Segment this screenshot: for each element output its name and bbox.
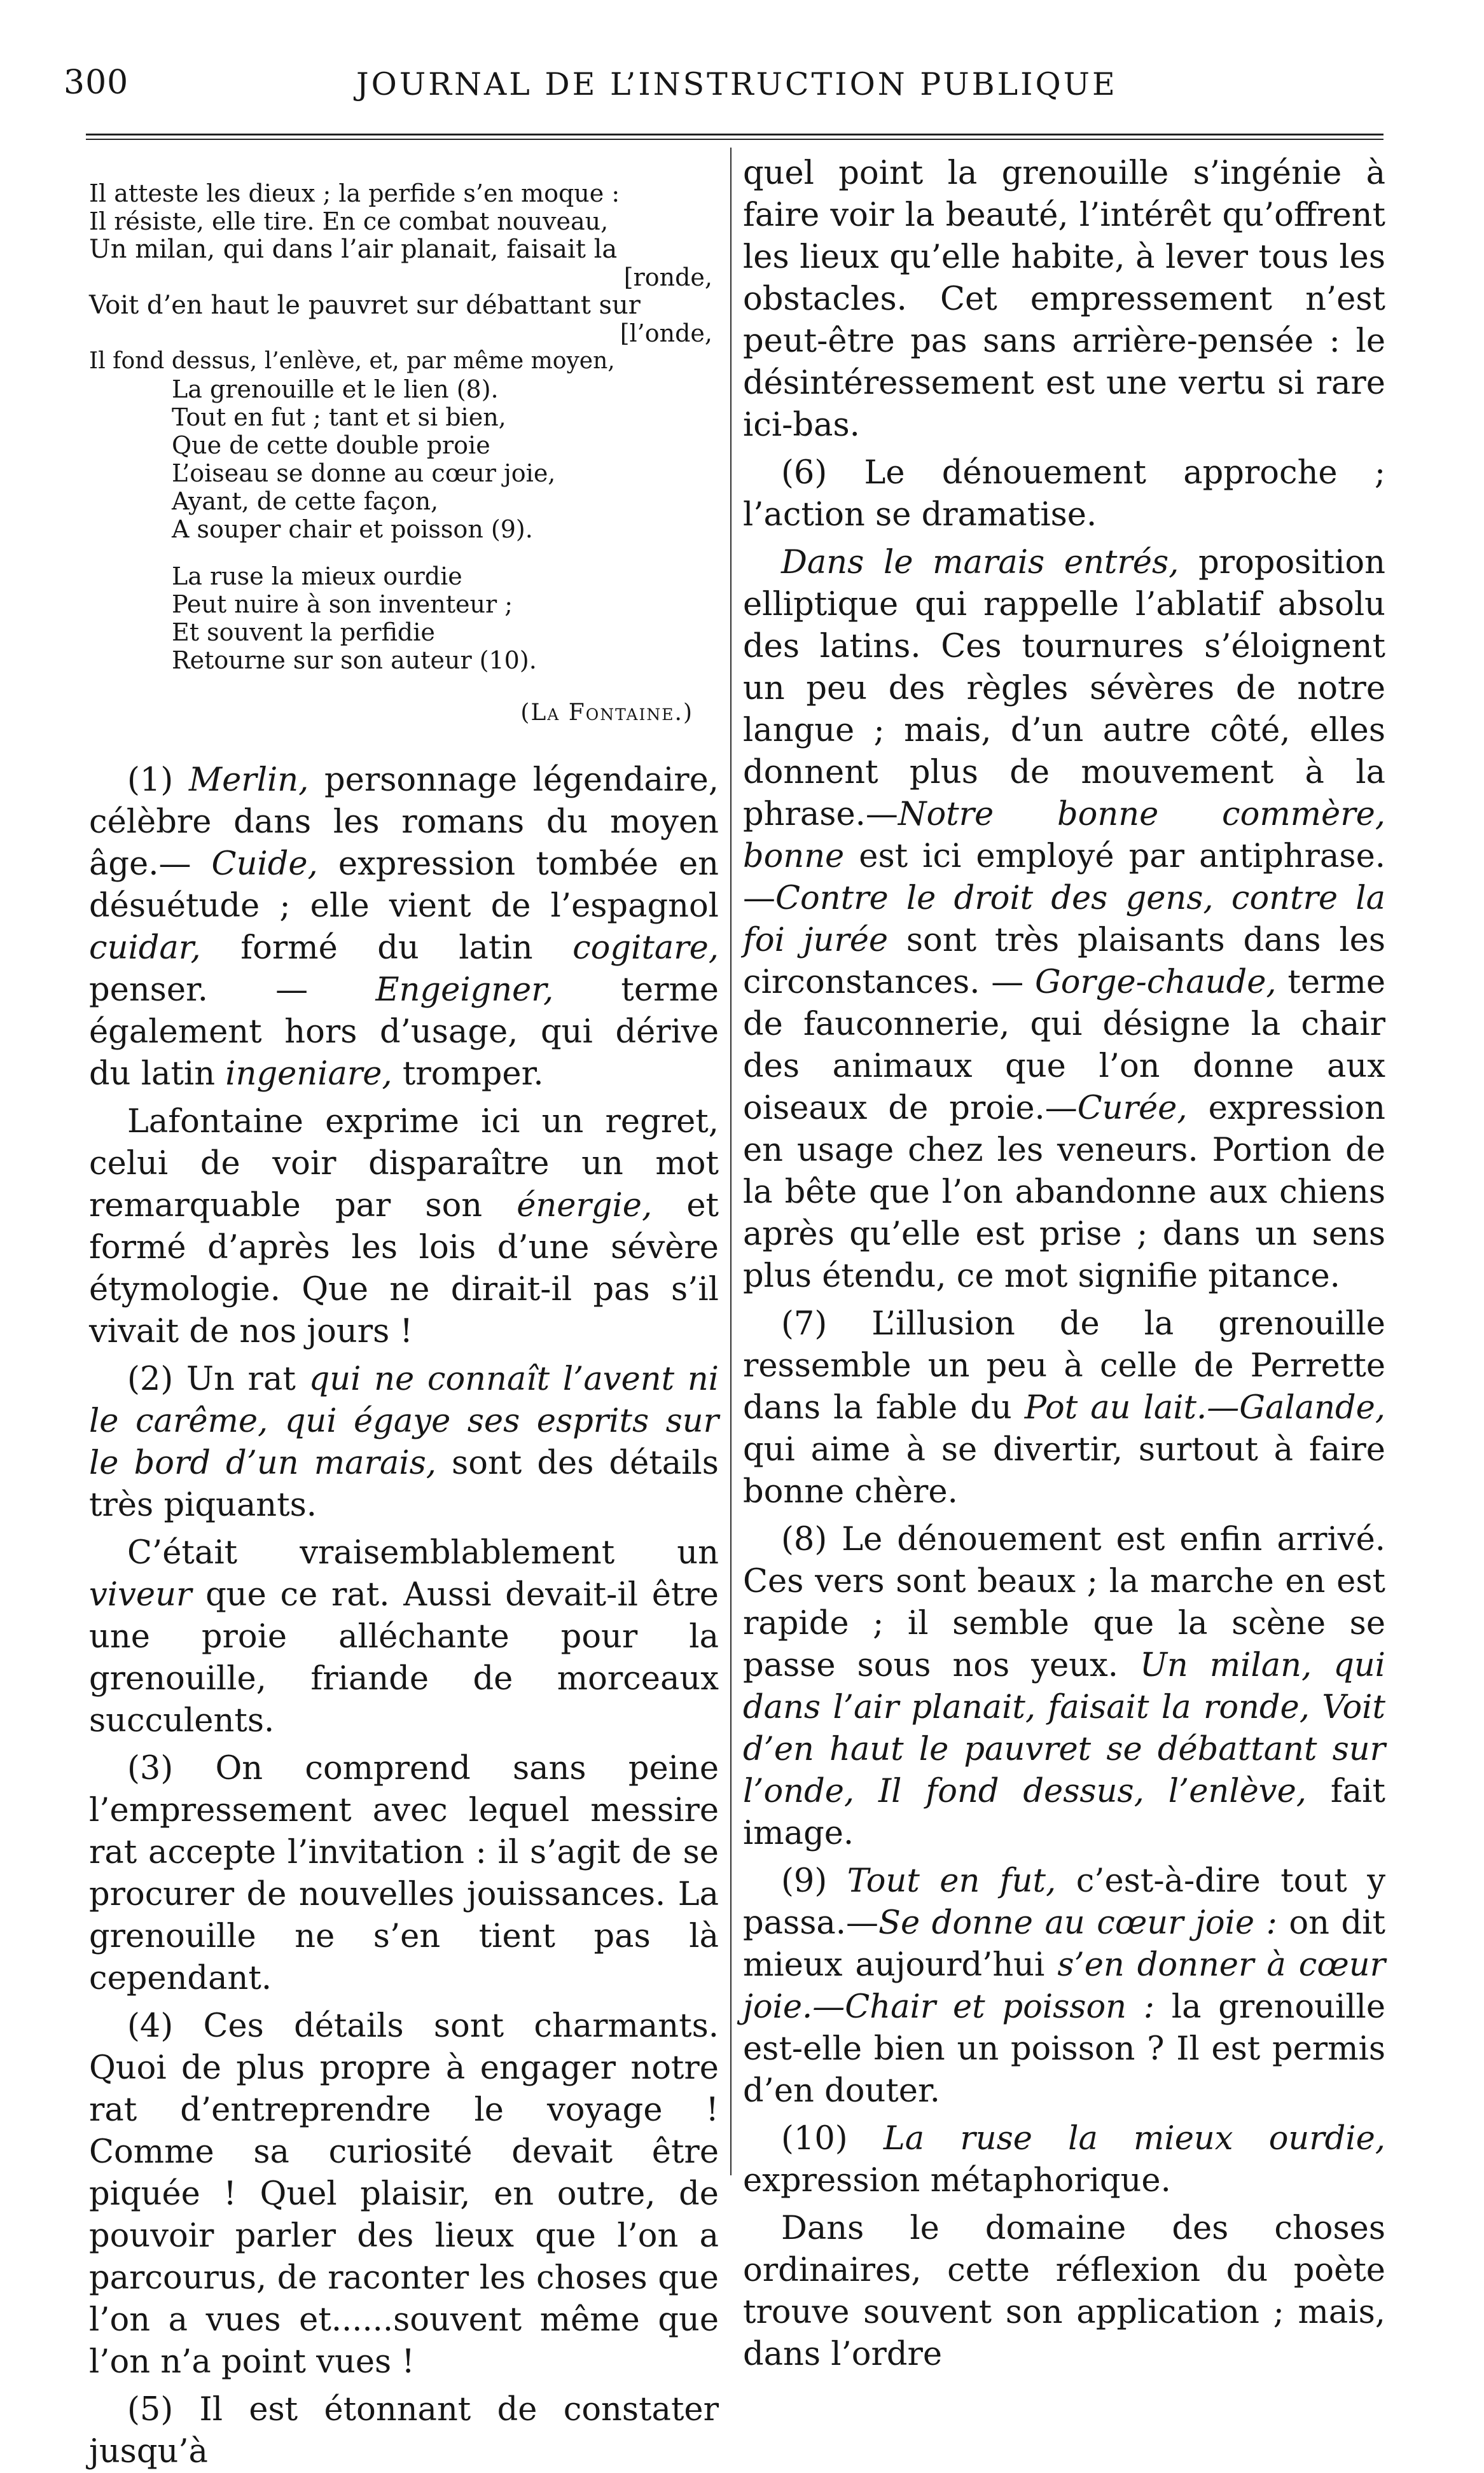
note-5: (5) Il est étonnant de constater jusqu’à	[89, 2391, 719, 2470]
verse-line: [ronde,	[623, 263, 712, 291]
stanza-gap	[89, 543, 719, 562]
verse-line: Que de cette double proie	[172, 431, 490, 459]
verse-line: [l’onde,	[620, 319, 712, 347]
verse-line: Un milan, qui dans l’air planait, faisait la	[89, 235, 618, 264]
paragraph: Lafontaine exprime ici un regret, celui de voir disparaître un mot remarquable par son énergie, et formé d’après les lois d’une sévère étymologie. Que ne dirait-il pas s’il vivait de nos jours !	[89, 1103, 719, 1350]
verse-line: L’oiseau se donne au cœur joie,	[172, 459, 556, 487]
note-3: (3) On comprend sans peine l’empressement avec lequel messire rat accepte l’invitation : il s’agit de se procurer de nouvelles jouissances. La grenouille ne s’en tient pas là cependant.	[89, 1750, 719, 1997]
verse-line: Ayant, de cette façon,	[172, 487, 439, 515]
note-6: (6) Le dénouement approche ; l’action se dramatise.	[743, 454, 1385, 534]
verse-line: Il atteste les dieux ; la perfide s’en moque :	[89, 179, 620, 207]
verse-line: Et souvent la perfidie	[172, 618, 435, 646]
verse-excerpt	[89, 179, 719, 674]
note-1: (1) Merlin, personnage légendaire, célèbre dans les romans du moyen âge.— Cuide, expression tombée en désuétude ; elle vient de l’espagnol cuidar, formé du latin cogitare, penser. — Engeigner, terme également hors d’usage, qui dérive du latin ingeniare, tromper.	[89, 761, 719, 1093]
note-9: (9) Tout en fut, c’est-à-dire tout y passa.—Se donne au cœur joie : on dit mieux aujourd’hui s’en donner à cœur joie.—Chair et poisson : la grenouille est-elle bien un poisson ? Il est permis d’en douter.	[743, 1862, 1386, 2110]
note-2: (2) Un rat qui ne connaît l’avent ni le carême, qui égaye ses esprits sur le bord d’un marais, sont des détails très piquants.	[89, 1361, 719, 1524]
page-number: 300	[64, 64, 129, 102]
verse-line: Retourne sur son auteur (10).	[172, 646, 537, 674]
verse-line: Voit d’en haut le pauvret sur débattant sur	[89, 291, 641, 320]
verse-line: Il résiste, elle tire. En ce combat nouveau,	[89, 207, 609, 235]
verse-line: Peut nuire à son inventeur ;	[172, 590, 513, 618]
verse-line: La ruse la mieux ourdie	[172, 562, 462, 590]
note-8: (8) Le dénouement est enfin arrivé. Ces vers sont beaux ; la marche en est rapide ; il semble que la scène se passe sous nos yeux. Un milan, qui dans l’air planait, faisait la ronde, Voit d’en haut le pauvret se débattant sur l’onde, Il fond dessus, l’enlève, fait image.	[743, 1521, 1385, 1852]
page-header	[0, 57, 1484, 121]
verse-line: Il fond dessus, l’enlève, et, par même moyen,	[89, 348, 615, 374]
note-7: (7) L’illusion de la grenouille ressemble un peu à celle de Perrette dans la fable du Pot au lait.—Galande, qui aime à se divertir, surtout à faire bonne chère.	[743, 1305, 1385, 1511]
note-5-continued: quel point la grenouille s’ingénie à faire voir la beauté, l’intérêt qu’offrent les lieux qu’elle habite, à lever tous les obstacles. Cet empressement n’est peut-être pas sans arrière-pensée : le désintéressement est une vertu si rare ici-bas.	[743, 155, 1385, 444]
verse-line: A souper chair et poisson (9).	[172, 515, 533, 543]
column-divider	[730, 148, 732, 2175]
note-4: (4) Ces détails sont charmants. Quoi de plus propre à engager notre rat d’entreprendre le voyage ! Comme sa curiosité devait être piquée ! Quel plaisir, en outre, de pouvoir parler des lieux que l’on a parcourus, de raconter les choses que l’on a vues et......souvent même que l’on n’a point vues !	[89, 2007, 719, 2381]
paragraph: Dans le domaine des choses ordinaires, cette réflexion du poète trouve souvent son application ; mais, dans l’ordre	[743, 2210, 1385, 2373]
left-column	[89, 153, 719, 2470]
header-double-rule	[86, 134, 1383, 140]
right-column	[743, 153, 1386, 2373]
running-title: JOURNAL DE L’INSTRUCTION PUBLIQUE	[356, 66, 1118, 102]
verse-line: Tout en fut ; tant et si bien,	[172, 403, 506, 431]
note-10: (10) La ruse la mieux ourdie, expression métaphorique.	[743, 2120, 1385, 2199]
paragraph: Dans le marais entrés, proposition elliptique qui rappelle l’ablatif absolu des latins. Ces tournures s’éloignent un peu des règles sévères de notre langue ; mais, d’un autre côté, elles donnent plus de mouvement à la phrase.—Notre bonne commère, bonne est ici employé par antiphrase.—Contre le droit des gens, contre la foi jurée sont très plaisants dans les circonstances. — Gorge-chaude, terme de fauconnerie, qui désigne la chair des animaux que l’on donne aux oiseaux de proie.—Curée, expression en usage chez les veneurs. Portion de la bête que l’on abandonne aux chiens après qu’elle est prise ; dans un sens plus étendu, ce mot signifie pitance.	[743, 544, 1386, 1295]
verse-line: La grenouille et le lien (8).	[172, 375, 499, 403]
author-signature: (La Fontaine.)	[520, 700, 693, 726]
paragraph: C’était vraisemblablement un viveur que ce rat. Aussi devait-il être une proie alléchante pour la grenouille, friande de morceaux succulents.	[89, 1534, 719, 1740]
